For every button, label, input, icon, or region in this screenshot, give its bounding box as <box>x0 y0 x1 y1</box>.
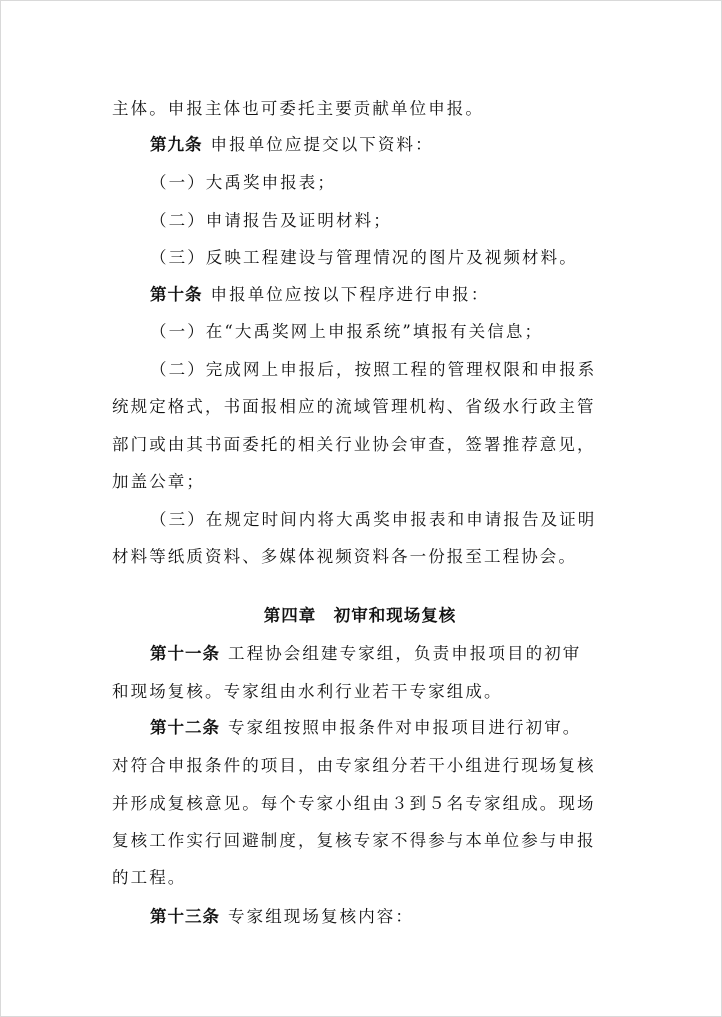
list-item: （二）申请报告及证明材料； <box>150 211 392 230</box>
article-10 <box>150 283 490 307</box>
article-text: 申报单位应提交以下资料： <box>210 135 434 154</box>
text-line: 部门或由其书面委托的相关行业协会审查，签署推荐意见， <box>112 435 596 454</box>
article-11 <box>150 642 581 666</box>
text-line: 并形成复核意见。每个专家小组由３到５名专家组成。现场 <box>112 794 596 813</box>
text-line: 和现场复核。专家组由水利行业若干专家组成。 <box>112 682 503 701</box>
text-line: 复核工作实行回避制度，复核专家不得参与本单位参与申报 <box>112 831 596 850</box>
list-item: （三）反映工程建设与管理情况的图片及视频材料。 <box>150 248 578 267</box>
article-text: 专家组按照申报条件对申报项目进行初审。 <box>228 718 582 737</box>
article-13 <box>150 905 414 929</box>
text-line: 主体。申报主体也可委托主要贡献单位申报。 <box>112 99 484 118</box>
article-label: 第十三条 <box>150 907 220 926</box>
article-12 <box>150 716 581 740</box>
list-item: （二）完成网上申报后，按照工程的管理权限和申报系 <box>150 360 597 379</box>
article-label: 第九条 <box>150 135 203 154</box>
text-line: 统规定格式，书面报相应的流域管理机构、省级水行政主管 <box>112 397 596 416</box>
text-line: 加盖公章； <box>112 472 205 491</box>
article-label: 第十一条 <box>150 644 220 663</box>
article-text: 工程协会组建专家组，负责申报项目的初审 <box>228 644 582 663</box>
article-9 <box>150 133 434 157</box>
chapter-heading: 第四章 初审和现场复核 <box>263 606 457 625</box>
text-line: 材料等纸质资料、多媒体视频资料各一份报至工程协会。 <box>112 547 577 566</box>
list-item: （一）大禹奖申报表； <box>150 173 336 192</box>
text-line: 对符合申报条件的项目，由专家组分若干小组进行现场复核 <box>112 756 596 775</box>
list-item: （一）在“大禹奖网上申报系统”填报有关信息； <box>150 322 544 341</box>
article-label: 第十条 <box>150 285 203 304</box>
article-label: 第十二条 <box>150 718 220 737</box>
article-text: 申报单位应按以下程序进行申报： <box>210 285 490 304</box>
list-item: （三）在规定时间内将大禹奖申报表和申请报告及证明 <box>150 510 597 529</box>
article-text: 专家组现场复核内容： <box>228 907 414 926</box>
text-line: 的工程。 <box>112 868 187 887</box>
